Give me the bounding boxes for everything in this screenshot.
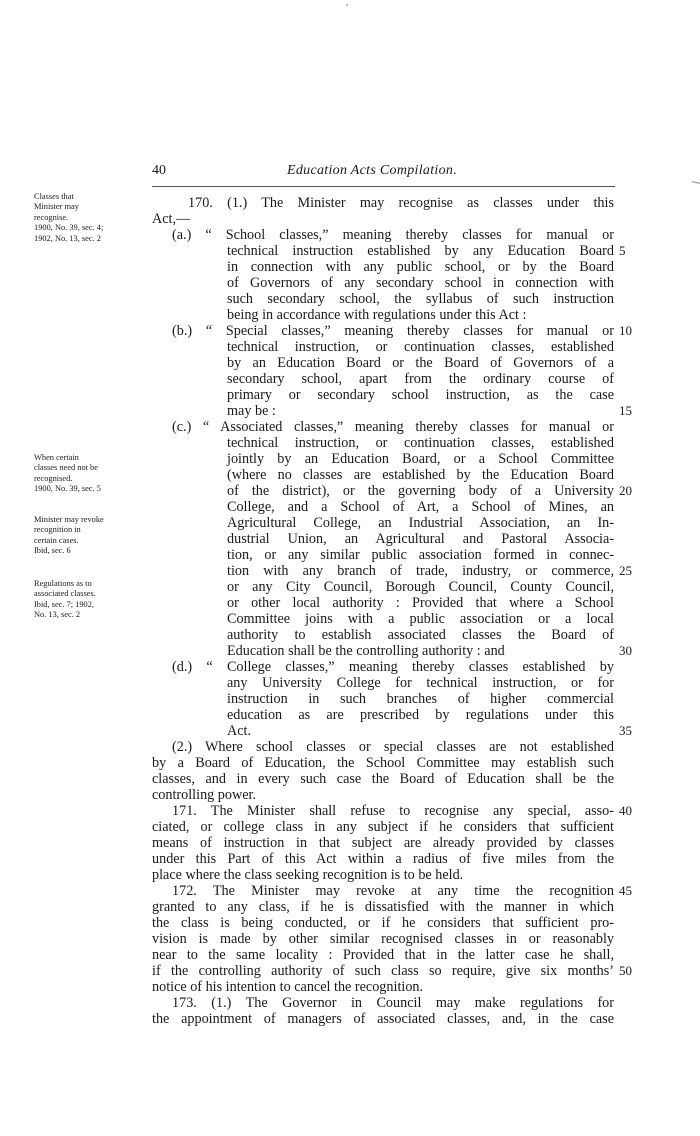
line-number: 40 — [619, 803, 632, 818]
line-number: 10 — [619, 323, 632, 338]
body-line: (d.) “ College classes,” meaning thereby classes established by — [172, 659, 614, 675]
scan-speck — [346, 4, 348, 6]
line-number: 15 — [619, 403, 632, 418]
body-line: education as are prescribed by regulations under this — [227, 707, 614, 723]
body-line: being in accordance with regulations under this Act : — [227, 307, 527, 323]
line-number: 20 — [619, 483, 632, 498]
body-line: notice of his intention to cancel the recognition. — [152, 979, 424, 995]
body-line: (b.) “ Special classes,” meaning thereby classes for manual or — [172, 323, 614, 339]
body-line: the class is being conducted, or if he considers that sufficient pro- — [152, 915, 614, 931]
body-line: 172. The Minister may revoke at any time the recognition — [172, 883, 614, 899]
body-line: the appointment of managers of associated classes, and, in the case — [152, 1011, 614, 1027]
body-line: or any City Council, Borough Council, County Council, — [227, 579, 614, 595]
body-line: place where the class seeking recognition is to be held. — [152, 867, 464, 883]
body-line: Committee joins with a public association or a local — [227, 611, 614, 627]
line-number: 35 — [619, 723, 632, 738]
body-line: Education shall be the controlling authority : and — [227, 643, 505, 659]
body-line: means of instruction in that subject are already provided by classes — [152, 835, 614, 851]
body-line: in connection with any public school, or by the Board — [227, 259, 614, 275]
body-line: primary or secondary school instruction, as the case — [227, 387, 614, 403]
margin-note-classes-recognise: Classes that Minister may recognise. 1900, No. 39, sec. 4; 1902, No. 13, sec. 2 — [34, 192, 104, 243]
body-line: controlling power. — [152, 787, 257, 803]
body-line: of the district), or the governing body of a University — [227, 483, 614, 499]
body-line: 171. The Minister shall refuse to recognise any special, asso- — [172, 803, 614, 819]
body-line: technical instruction, or continuation classes, established — [227, 435, 614, 451]
body-line: Act,— — [152, 211, 191, 227]
page-number: 40 — [152, 163, 166, 178]
body-line: 173. (1.) The Governor in Council may make regulations for — [172, 995, 614, 1011]
body-line: may be : — [227, 403, 276, 419]
body-line: authority to establish associated classes the Board of — [227, 627, 614, 643]
body-line: dustrial Union, an Agricultural and Pastoral Associa- — [227, 531, 614, 547]
body-line: (a.) “ School classes,” meaning thereby classes for manual or — [172, 227, 614, 243]
body-line: (2.) Where school classes or special classes are not established — [172, 739, 614, 755]
body-line: tion, or any similar public association formed in connec- — [227, 547, 614, 563]
body-line: Agricultural College, an Industrial Association, an In- — [227, 515, 614, 531]
line-number: 45 — [619, 883, 632, 898]
body-line: near to the same locality : Provided that in the latter case he shall, — [152, 947, 614, 963]
line-number: 30 — [619, 643, 632, 658]
body-line: if the controlling authority of such class so require, give six months’ — [152, 963, 614, 979]
margin-note-regulations-associated: Regulations as to associated classes. Ibid, sec. 7; 1902, No. 13, sec. 2 — [34, 579, 96, 620]
body-line: (c.) “ Associated classes,” meaning thereby classes for manual or — [172, 419, 614, 435]
margin-note-need-not-be-recognised: When certain classes need not be recognised. 1900, No. 39, sec. 5 — [34, 453, 101, 494]
body-line: any University College for technical instruction, or for — [227, 675, 614, 691]
line-number: 50 — [619, 963, 632, 978]
body-line: College, and a School of Art, a School of Mines, an — [227, 499, 614, 515]
body-line: (where no classes are established by the Education Board — [227, 467, 614, 483]
body-line: classes, and in every such case the Board of Education shall be the — [152, 771, 614, 787]
body-line: of Governors of any secondary school in connection with — [227, 275, 614, 291]
body-line: Act. — [227, 723, 252, 739]
body-line: by an Education Board or the Board of Governors of a — [227, 355, 614, 371]
header-rule — [152, 186, 615, 187]
body-line: jointly by an Education Board, or a School Committee — [227, 451, 614, 467]
body-line: such secondary school, the syllabus of such instruction — [227, 291, 614, 307]
line-number: 25 — [619, 563, 632, 578]
body-line: 170. (1.) The Minister may recognise as classes under this — [188, 195, 614, 211]
body-line: secondary school, apart from the ordinary course of — [227, 371, 614, 387]
line-number: 5 — [619, 243, 626, 258]
body-line: tion with any branch of trade, industry, or commerce, — [227, 563, 614, 579]
body-line: by a Board of Education, the School Committee may establish such — [152, 755, 614, 771]
body-line: granted to any class, if he is dissatisfied with the manner in which — [152, 899, 614, 915]
body-line: technical instruction established by any Education Board — [227, 243, 614, 259]
body-line: or other local authority : Provided that where a School — [227, 595, 614, 611]
body-line: vision is made by other similar recognised classes in or reasonably — [152, 931, 614, 947]
body-line: instruction in such branches of higher commercial — [227, 691, 614, 707]
page-title: Education Acts Compilation. — [287, 163, 458, 178]
body-line: technical instruction, or continuation classes, established — [227, 339, 614, 355]
body-line: ciated, or college class in any subject if he considers that sufficient — [152, 819, 614, 835]
scan-edge-mark — [692, 181, 700, 184]
body-line: under this Part of this Act within a radius of five miles from the — [152, 851, 614, 867]
margin-note-revoke-recognition: Minister may revoke recognition in certain cases. Ibid, sec. 6 — [34, 515, 104, 556]
